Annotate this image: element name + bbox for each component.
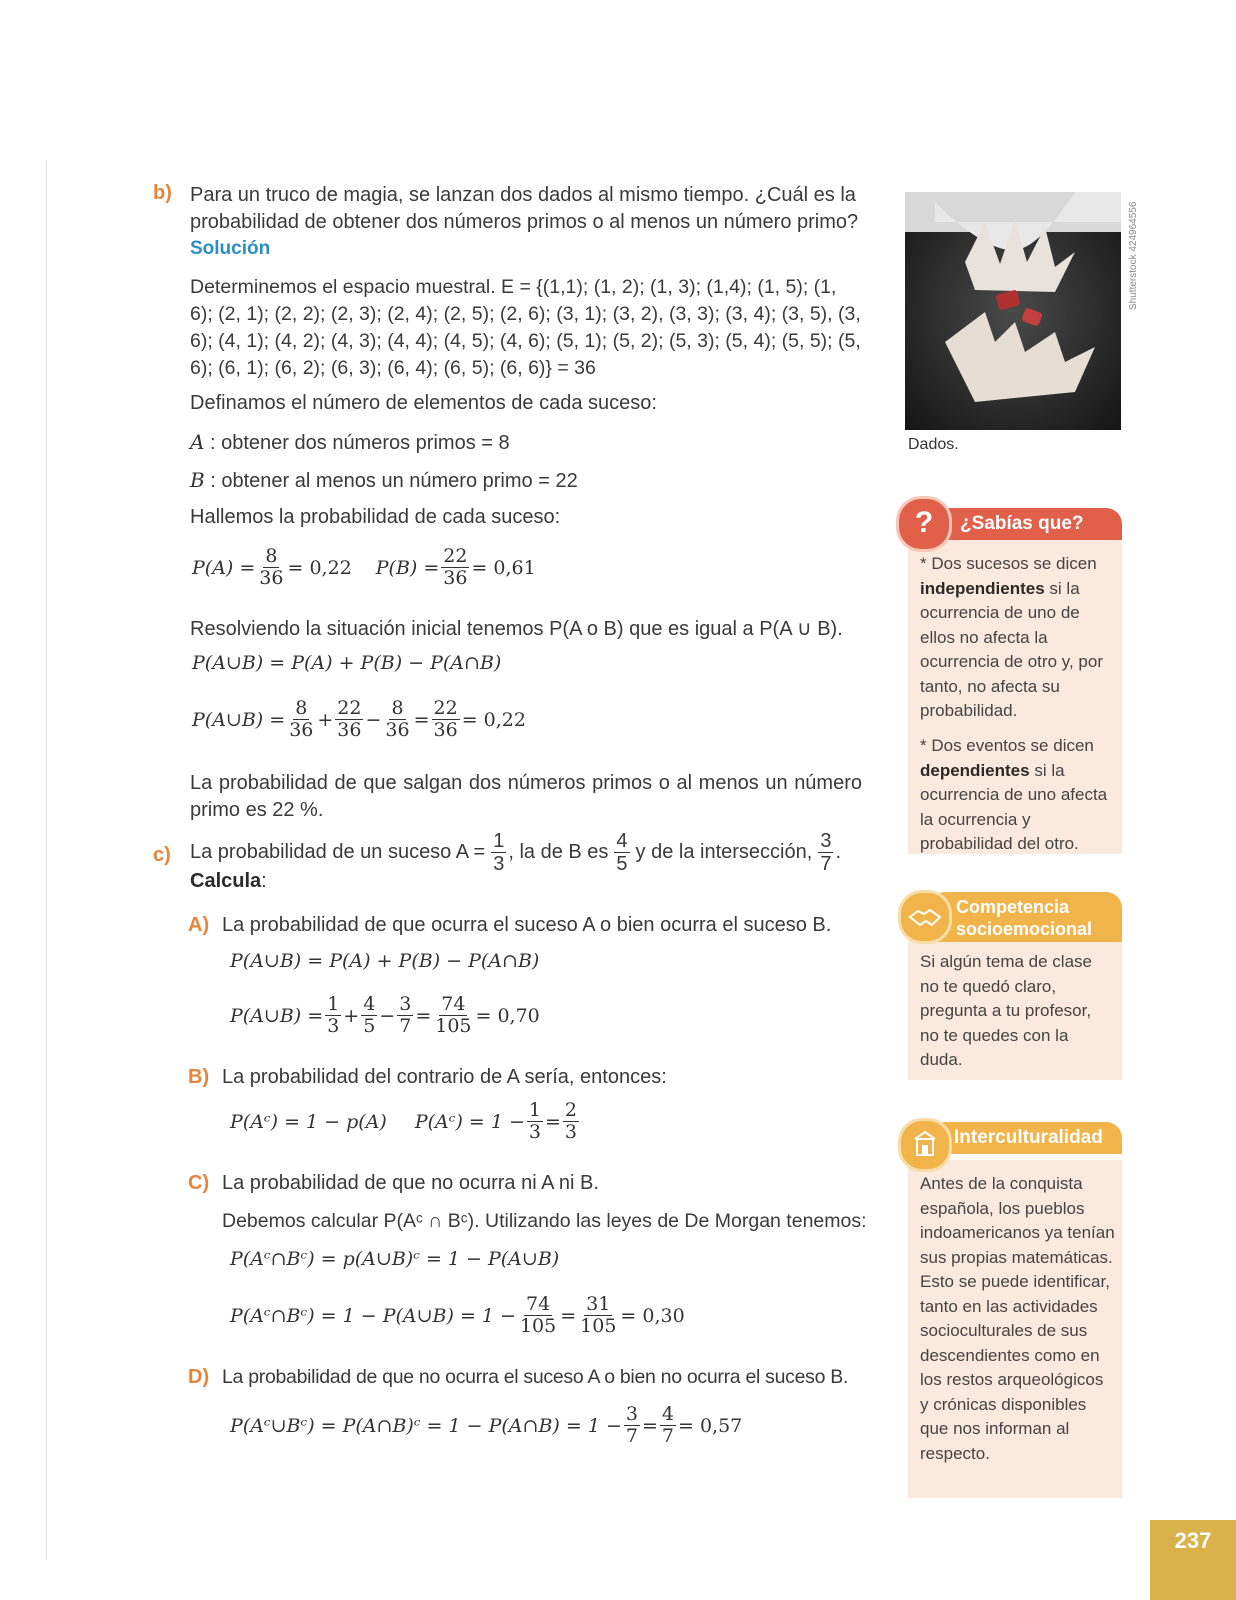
sub-a-equation: P(A∪B) = $\frac{1}{3}$ + $\frac{4}{5}$ − $\frac{3}{7}$ = $\frac{74}{105}$ = 0,70 — [230, 993, 540, 1037]
sub-b-equation: P(Aᶜ) = 1 − p(A) P(Aᶜ) = 1 − $\frac{1}{3}$ = $\frac{2}{3}$ — [230, 1099, 578, 1143]
problem-b-statement: Para un truco de magia, se lanzan dos dados al mismo tiempo. ¿Cuál es la probabilidad de obtener dos números primos o al menos un número primo? — [190, 184, 859, 233]
sabias-header: ¿Sabías que? — [930, 508, 1122, 540]
sub-c-formula: P(Aᶜ∩Bᶜ) = p(A∪B)ᶜ = 1 − P(A∪B) — [230, 1248, 560, 1270]
problem-b-label: b) — [153, 182, 172, 204]
sabias-para-1: * Dos sucesos se dicen independientes si la ocurrencia de uno de ellos no afecta la ocurrencia de otro y, por tanto, no afecta su probabilidad. — [920, 554, 1103, 720]
sub-c-label: C) — [188, 1172, 210, 1194]
pa-pb-equation: P(A) = $\frac{8}{36}$ = 0,22 P(B) = $\frac{22}{36}$ = 0,61 — [192, 545, 536, 589]
calcula-label: Calcula: — [190, 870, 267, 892]
culture-icon — [898, 1118, 952, 1172]
competencia-text: Si algún tema de clase no te quedó claro, pregunta a tu profesor, no te quedes con la duda. — [920, 952, 1092, 1069]
sub-c-morgan: Debemos calcular P(Aᶜ ∩ Bᶜ). Utilizando las leyes de De Morgan tenemos: — [222, 1210, 867, 1232]
sub-a-text: La probabilidad de que ocurra el suceso A o bien ocurra el suceso B. — [222, 914, 832, 936]
sub-a-label: A) — [188, 914, 210, 936]
event-b-var: B — [190, 468, 205, 492]
sub-b-text: La probabilidad del contrario de A sería, entonces: — [222, 1066, 667, 1088]
intercultural-text: Antes de la conquista española, los pueblos indoamericanos ya tenían sus propias matemáticas. Esto se puede identificar, tanto en las actividades socioculturales de sus descendientes como en los restos arqueológicos y crónicas disponibles que nos informan al respecto. — [920, 1174, 1115, 1463]
page-margin-line — [46, 160, 47, 1560]
intercultural-header: Interculturalidad — [930, 1122, 1122, 1154]
problem-c-intro: La probabilidad de un suceso A = $\frac{1}{3}$ , la de B es $\frac{4}{5}$ y de la intersección, $\frac{3}{7}$ . — [190, 830, 841, 875]
pa-fraction: $\frac{8}{36}$ — [259, 545, 284, 589]
page-number: 237 — [1150, 1520, 1236, 1600]
find-prob-text: Hallemos la probabilidad de cada suceso: — [190, 506, 561, 528]
resolving-text: Resolviendo la situación inicial tenemos P(A o B) que es igual a P(A ∪ B). — [190, 618, 843, 640]
union-equation: P(A∪B) = $\frac{8}{36}$ + $\frac{22}{36}$ − $\frac{8}{36}$ = $\frac{22}{36}$ = 0,22 — [192, 697, 526, 741]
sabias-para-2: * Dos eventos se dicen dependientes si la ocurrencia de uno afecta la ocurrencia y probabilidad del otro. — [920, 736, 1108, 853]
photo-credit: Shutterstock 424964556 — [1128, 201, 1139, 310]
sub-c-text: La probabilidad de que no ocurra ni A ni B. — [222, 1172, 599, 1194]
event-a-text — [190, 430, 510, 455]
sub-c-equation: P(Aᶜ∩Bᶜ) = 1 − P(A∪B) = 1 − $\frac{74}{105}$ = $\frac{31}{105}$ = 0,30 — [230, 1293, 685, 1337]
event-a-desc: : obtener dos números primos = 8 — [204, 432, 510, 454]
sub-d-equation: P(Aᶜ∪Bᶜ) = P(A∩B)ᶜ = 1 − P(A∩B) = 1 − $\frac{3}{7}$ = $\frac{4}{7}$ = 0,57 — [230, 1403, 743, 1447]
sample-space-text: Determinemos el espacio muestral. E = {(1,1); (1, 2); (1, 3); (1,4); (1, 5); (1, 6); (2, 1); (2, 2); (2, 3); (2, 4); (2, 5); (2, 6); (3, 1); (3, 2), (3, 3); (3, 4); (3, 5), (3, 6); (4, 1); (4, 2); (4, 3); (4, 4); (4, 5); (4, 6); (5, 1); (5, 2); (5, 3); (5, 4); (5, 5); (5, 6); (6, 1); (6, 2); (6, 3); (6, 4); (6, 5); (6, 6)} = 36 — [190, 276, 861, 379]
event-b-text — [190, 468, 578, 493]
problem-c-label: c) — [153, 844, 171, 866]
sub-b-label: B) — [188, 1066, 210, 1088]
define-events-text: Definamos el número de elementos de cada suceso: — [190, 392, 657, 414]
event-a-var: A — [190, 430, 205, 454]
question-icon: ? — [896, 496, 952, 552]
event-b-desc: : obtener al menos un número primo = 22 — [204, 470, 578, 492]
sub-d-text: La probabilidad de que no ocurra el suceso A o bien no ocurra el suceso B. — [222, 1366, 849, 1388]
conclusion-text: La probabilidad de que salgan dos números primos o al menos un número primo es 22 %. — [190, 772, 862, 821]
solution-label: Solución — [190, 238, 271, 259]
hands-dice-illustration — [905, 192, 1121, 430]
handshake-icon — [898, 890, 952, 944]
photo-caption: Dados. — [908, 436, 959, 453]
competencia-header: Competencia socioemocional — [930, 892, 1122, 942]
union-formula: P(A∪B) = P(A) + P(B) − P(A∩B) — [192, 652, 502, 674]
sub-a-formula: P(A∪B) = P(A) + P(B) − P(A∩B) — [230, 950, 540, 972]
sub-d-label: D) — [188, 1366, 210, 1388]
magic-dice-photo — [905, 192, 1121, 430]
pb-fraction: $\frac{22}{36}$ — [443, 545, 468, 589]
